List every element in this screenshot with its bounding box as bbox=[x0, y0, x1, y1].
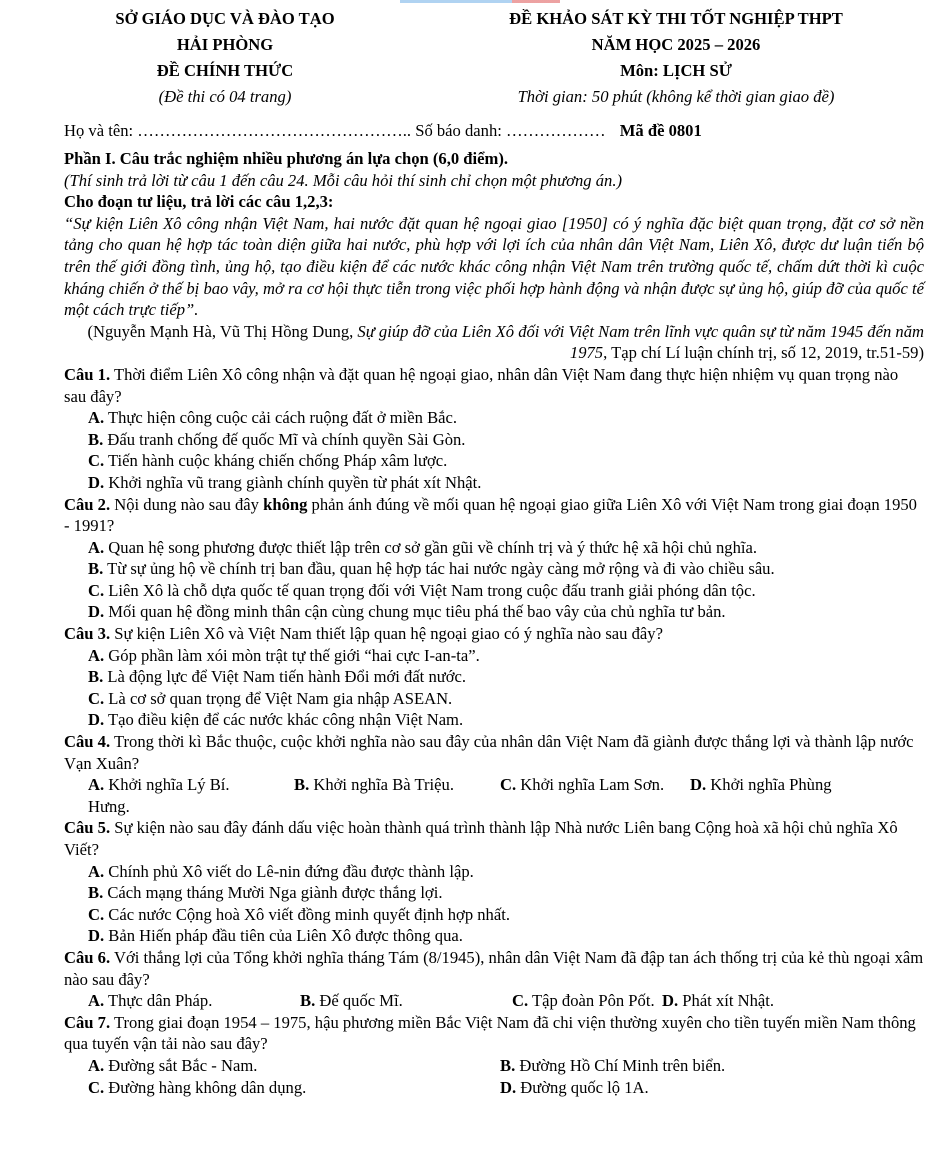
options-row bbox=[64, 1077, 924, 1099]
option-b[interactable] bbox=[64, 882, 924, 904]
option-key: D. bbox=[662, 991, 679, 1011]
question-7 bbox=[64, 1012, 924, 1098]
subject: Môn: LỊCH SỬ bbox=[620, 61, 732, 80]
option-key: C. bbox=[88, 580, 105, 600]
option-key: C. bbox=[88, 1077, 105, 1097]
option-text: Khởi nghĩa Lý Bí. bbox=[104, 775, 230, 795]
option-text: Tạo điều kiện để các nước khác công nhận Việt Nam. bbox=[104, 710, 464, 730]
option-text: Tiến hành cuộc kháng chiến chống Pháp xâm lược. bbox=[104, 451, 448, 471]
option-text: Thực dân Pháp. bbox=[104, 991, 213, 1011]
option-key: D. bbox=[88, 472, 105, 492]
source-authors: (Nguyễn Mạnh Hà, Vũ Thị Hồng Dung, bbox=[87, 321, 358, 341]
option-c[interactable] bbox=[500, 774, 690, 796]
option-b[interactable] bbox=[64, 429, 924, 451]
option-c[interactable] bbox=[64, 580, 924, 602]
option-text: Đấu tranh chống đế quốc Mĩ và chính quyền Sài Gòn. bbox=[103, 429, 466, 449]
option-key: A. bbox=[88, 408, 105, 428]
option-key: B. bbox=[88, 883, 104, 903]
option-text: Đế quốc Mĩ. bbox=[315, 991, 403, 1011]
option-text: Từ sự ủng hộ về chính trị ban đầu, quan hệ hợp tác hai nước ngày càng mở rộng và đi vào chiều sâu. bbox=[103, 559, 775, 579]
option-c[interactable] bbox=[64, 450, 924, 472]
option-c[interactable] bbox=[512, 990, 662, 1012]
option-b[interactable] bbox=[300, 990, 512, 1012]
question-stem bbox=[64, 1012, 924, 1055]
header-right bbox=[470, 6, 882, 110]
time-note: Thời gian: 50 phút (không kể thời gian giao đề) bbox=[517, 87, 835, 106]
passage-source bbox=[64, 321, 924, 364]
question-text: Thời điểm Liên Xô công nhận và đặt quan hệ ngoại giao, nhân dân Việt Nam đang thực hiện nhiệm vụ quan trọng nào sau đây? bbox=[64, 364, 899, 406]
option-text: Liên Xô là chỗ dựa quốc tế quan trọng đối với Việt Nam trong cuộc đấu tranh giải phóng dân tộc. bbox=[104, 580, 756, 600]
option-text: Bản Hiến pháp đầu tiên của Liên Xô được thông qua. bbox=[104, 926, 463, 946]
option-key: C. bbox=[500, 775, 517, 795]
question-label: Câu 5. bbox=[64, 818, 111, 838]
option-a[interactable] bbox=[64, 537, 924, 559]
question-stem bbox=[64, 364, 924, 407]
option-key: A. bbox=[88, 537, 105, 557]
option-key: D. bbox=[690, 775, 707, 795]
option-key: A. bbox=[88, 991, 105, 1011]
option-text: Là cơ sở quan trọng để Việt Nam gia nhập ASEAN. bbox=[104, 688, 453, 708]
option-key: B. bbox=[88, 559, 104, 579]
option-d[interactable] bbox=[64, 472, 924, 494]
source-title: Sự giúp đỡ của Liên Xô đối với Việt Nam trên lĩnh vực quân sự từ năm 1945 đến năm 1975 bbox=[357, 321, 924, 363]
option-a[interactable] bbox=[88, 1055, 500, 1077]
question-label: Câu 6. bbox=[64, 947, 111, 967]
option-text: Cách mạng tháng Mười Nga giành được thắng lợi. bbox=[103, 883, 443, 903]
option-text: Thực hiện công cuộc cải cách ruộng đất ở miền Bắc. bbox=[104, 408, 458, 428]
option-a[interactable] bbox=[64, 645, 924, 667]
question-stem bbox=[64, 947, 924, 990]
question-text: Sự kiện nào sau đây đánh dấu việc hoàn thành quá trình thành lập Nhà nước Liên bang Cộng hoà xã hội chủ nghĩa Xô Viết? bbox=[64, 818, 898, 859]
question-text: Trong giai đoạn 1954 – 1975, hậu phương miền Bắc Việt Nam đã chi viện thường xuyên cho tiền tuyến miền Nam thông qua tuyến vận tải nào sau đây? bbox=[64, 1012, 916, 1054]
option-key: B. bbox=[294, 775, 310, 795]
option-d[interactable] bbox=[64, 925, 924, 947]
question-1 bbox=[64, 364, 924, 494]
exam-title: ĐỀ KHẢO SÁT KỲ THI TỐT NGHIỆP THPT bbox=[509, 9, 843, 28]
option-key: B. bbox=[88, 429, 104, 449]
exam-content bbox=[64, 148, 924, 1098]
option-key: C. bbox=[512, 991, 529, 1011]
section-title: Phần I. Câu trắc nghiệm nhiều phương án lựa chọn (6,0 điểm). bbox=[64, 149, 509, 168]
option-d[interactable] bbox=[500, 1077, 912, 1099]
header-left bbox=[60, 6, 390, 110]
option-a[interactable] bbox=[88, 774, 294, 796]
option-c[interactable] bbox=[64, 904, 924, 926]
question-4 bbox=[64, 731, 924, 817]
option-key: C. bbox=[88, 904, 105, 924]
option-text: Mối quan hệ đồng minh thân cận cùng chung mục tiêu phá thế bao vây của chủ nghĩa tư bản. bbox=[104, 602, 726, 622]
question-text: Nội dung nào sau đây bbox=[110, 494, 264, 514]
option-key: B. bbox=[300, 991, 316, 1011]
question-label: Câu 1. bbox=[64, 364, 111, 384]
option-key: D. bbox=[88, 602, 105, 622]
option-key: A. bbox=[88, 775, 105, 795]
option-key: D. bbox=[500, 1077, 517, 1097]
option-key: A. bbox=[88, 1055, 105, 1075]
option-key: A. bbox=[88, 645, 105, 665]
question-text: Sự kiện Liên Xô và Việt Nam thiết lập quan hệ ngoại giao có ý nghĩa nào sau đây? bbox=[110, 624, 663, 644]
question-2 bbox=[64, 494, 924, 624]
question-label: Câu 4. bbox=[64, 732, 111, 752]
option-b[interactable] bbox=[64, 666, 924, 688]
option-text: Chính phủ Xô viết do Lê-nin đứng đầu được thành lập. bbox=[104, 861, 474, 881]
candidate-fields: Họ và tên: ………………………………………….. Số báo danh: ……………… bbox=[64, 121, 606, 140]
exam-code: Mã đề 0801 bbox=[619, 121, 702, 140]
option-b[interactable] bbox=[64, 558, 924, 580]
option-text: Khởi nghĩa Lam Sơn. bbox=[516, 775, 665, 795]
question-text: Với thắng lợi của Tổng khởi nghĩa tháng Tám (8/1945), nhân dân Việt Nam đã đập tan ách thống trị của kẻ thù ngoại xâm nào sau đây? bbox=[64, 947, 924, 989]
top-watermark-strip bbox=[400, 0, 560, 3]
options-row bbox=[64, 990, 924, 1012]
section-instruction: (Thí sinh trả lời từ câu 1 đến câu 24. Mỗi câu hỏi thí sinh chỉ chọn một phương án.) bbox=[64, 170, 623, 190]
option-a[interactable] bbox=[64, 407, 924, 429]
option-text: Khởi nghĩa Phùng bbox=[706, 775, 832, 795]
option-c[interactable] bbox=[88, 1077, 500, 1099]
option-key: C. bbox=[88, 451, 105, 471]
question-label: Câu 3. bbox=[64, 624, 111, 644]
option-a[interactable] bbox=[88, 990, 300, 1012]
options-row bbox=[64, 1055, 924, 1077]
department-name: SỞ GIÁO DỤC VÀ ĐÀO TẠO bbox=[115, 9, 335, 28]
option-d[interactable] bbox=[64, 601, 924, 623]
question-5 bbox=[64, 817, 924, 947]
option-text: Đường quốc lộ 1A. bbox=[516, 1077, 649, 1097]
option-text: Đường Hồ Chí Minh trên biển. bbox=[515, 1055, 726, 1075]
option-d[interactable] bbox=[64, 709, 924, 731]
official-label: ĐỀ CHÍNH THỨC bbox=[156, 61, 294, 80]
question-3 bbox=[64, 623, 924, 731]
option-key: B. bbox=[500, 1055, 516, 1075]
option-d-wrap: Hưng. bbox=[88, 796, 130, 816]
option-text: Góp phần làm xói mòn trật tự thế giới “hai cực I-an-ta”. bbox=[104, 645, 480, 665]
options-row bbox=[64, 774, 924, 796]
option-text: Quan hệ song phương được thiết lập trên cơ sở gần gũi về chính trị và ý thức hệ xã hội chủ nghĩa. bbox=[104, 537, 757, 557]
option-key: A. bbox=[88, 861, 105, 881]
question-6 bbox=[64, 947, 924, 1012]
option-key: C. bbox=[88, 688, 105, 708]
question-stem bbox=[64, 817, 924, 860]
option-d[interactable] bbox=[690, 774, 832, 796]
question-label: Câu 7. bbox=[64, 1012, 111, 1032]
question-stem bbox=[64, 623, 924, 645]
option-text: Là động lực để Việt Nam tiến hành Đổi mới đất nước. bbox=[103, 667, 467, 687]
candidate-info-line bbox=[64, 120, 702, 142]
option-d[interactable] bbox=[662, 990, 774, 1012]
city-name: HẢI PHÒNG bbox=[176, 35, 274, 54]
option-b[interactable] bbox=[500, 1055, 912, 1077]
question-text: phản ánh đúng về mối quan hệ ngoại giao giữa Liên Xô với Việt Nam trong giai đoạn 1950 - 1991? bbox=[64, 494, 917, 536]
option-text: Đường hàng không dân dụng. bbox=[104, 1077, 307, 1097]
pages-note: (Đề thi có 04 trang) bbox=[158, 87, 292, 106]
option-key: B. bbox=[88, 667, 104, 687]
school-year: NĂM HỌC 2025 – 2026 bbox=[591, 35, 761, 54]
option-key: D. bbox=[88, 926, 105, 946]
option-text: Tập đoàn Pôn Pốt. bbox=[528, 991, 655, 1011]
option-text: Đường sắt Bắc - Nam. bbox=[104, 1055, 258, 1075]
option-text: Phát xít Nhật. bbox=[678, 991, 775, 1011]
passage-intro: Cho đoạn tư liệu, trả lời các câu 1,2,3: bbox=[64, 192, 334, 212]
question-text: Trong thời kì Bắc thuộc, cuộc khởi nghĩa nào sau đây của nhân dân Việt Nam đã giành được thắng lợi và thành lập nước Vạn Xuân? bbox=[64, 732, 914, 773]
question-stem bbox=[64, 494, 924, 537]
passage-quote: “Sự kiện Liên Xô công nhận Việt Nam, hai nước đặt quan hệ ngoại giao [1950] có ý nghĩa đặc biệt quan trọng, đặt cơ sở nền tảng cho quan hệ hợp tác toàn diện giữa hai nước, phù hợp với lợi ích của nhân dân Việt Nam, Liên Xô, được dư luận tiến bộ trên thế giới đồng tình, ủng hộ, tạo điều kiện để các nước khác công nhận Việt Nam trên trường quốc tế, chấm dứt thời kì cuộc kháng chiến ở thế bị bao vây, mở ra cơ hội thực tiễn trong việc phối hợp hành động và nhận được sự ủng hộ, giúp đỡ của quốc tế một cách trực tiếp”. bbox=[64, 213, 924, 320]
option-text: Khởi nghĩa Bà Triệu. bbox=[309, 775, 454, 795]
option-key: D. bbox=[88, 710, 105, 730]
option-text: Các nước Cộng hoà Xô viết đồng minh quyết định hợp nhất. bbox=[104, 904, 510, 924]
option-a[interactable] bbox=[64, 861, 924, 883]
option-b[interactable] bbox=[294, 774, 500, 796]
option-text: Khởi nghĩa vũ trang giành chính quyền từ phát xít Nhật. bbox=[104, 472, 482, 492]
question-stem bbox=[64, 731, 924, 774]
question-emphasis: không bbox=[263, 494, 308, 514]
source-rest: , Tạp chí Lí luận chính trị, số 12, 2019, tr.51-59) bbox=[603, 343, 924, 363]
option-c[interactable] bbox=[64, 688, 924, 710]
question-label: Câu 2. bbox=[64, 494, 111, 514]
